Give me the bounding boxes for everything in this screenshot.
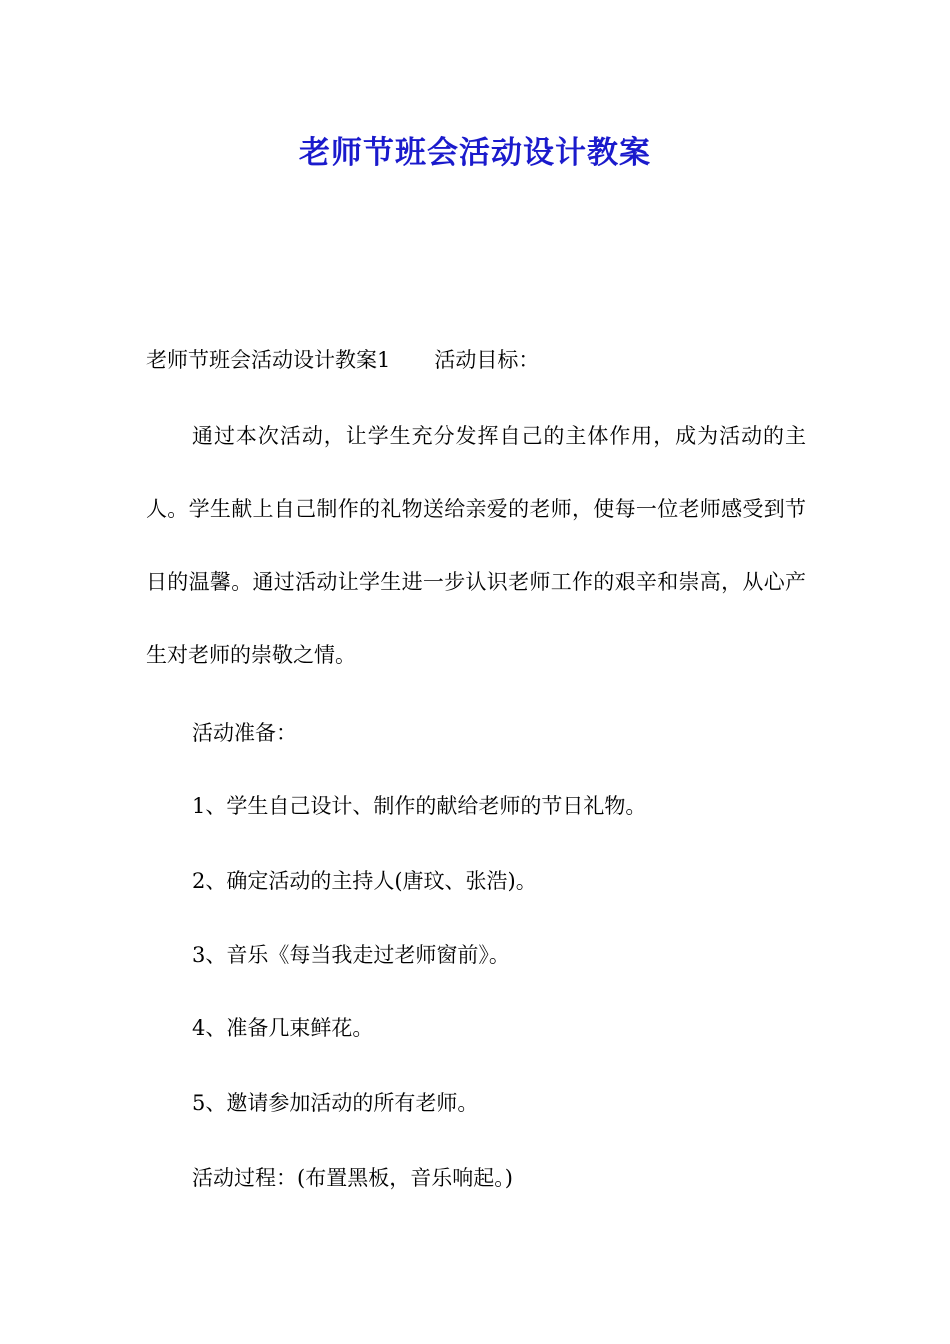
document-title: 老师节班会活动设计教案	[299, 135, 651, 171]
section-heading-line	[146, 345, 539, 375]
process-label: 活动过程：(布置黑板，音乐响起。)	[192, 1166, 513, 1190]
preparation-item: 2、确定活动的主持人(唐玟、张浩)。	[192, 869, 537, 893]
preparation-item: 3、音乐《每当我走过老师窗前》。	[192, 943, 510, 967]
preparation-item: 5、邀请参加活动的所有老师。	[192, 1091, 479, 1115]
preparation-item: 4、准备几束鲜花。	[192, 1016, 374, 1040]
preparation-label: 活动准备：	[192, 721, 297, 745]
objective-paragraph: 通过本次活动，让学生充分发挥自己的主体作用，成为活动的主人。学生献上自己制作的礼物送给亲爱的老师，使每一位老师感受到节日的温馨。通过活动让学生进一步认识老师工作的艰辛和崇高，从心产生对老师的崇敬之情。	[146, 424, 806, 667]
objective-label: 活动目标：	[434, 348, 540, 372]
preparation-item: 1、学生自己设计、制作的献给老师的节日礼物。	[192, 794, 647, 818]
section-heading: 老师节班会活动设计教案1	[146, 348, 391, 372]
